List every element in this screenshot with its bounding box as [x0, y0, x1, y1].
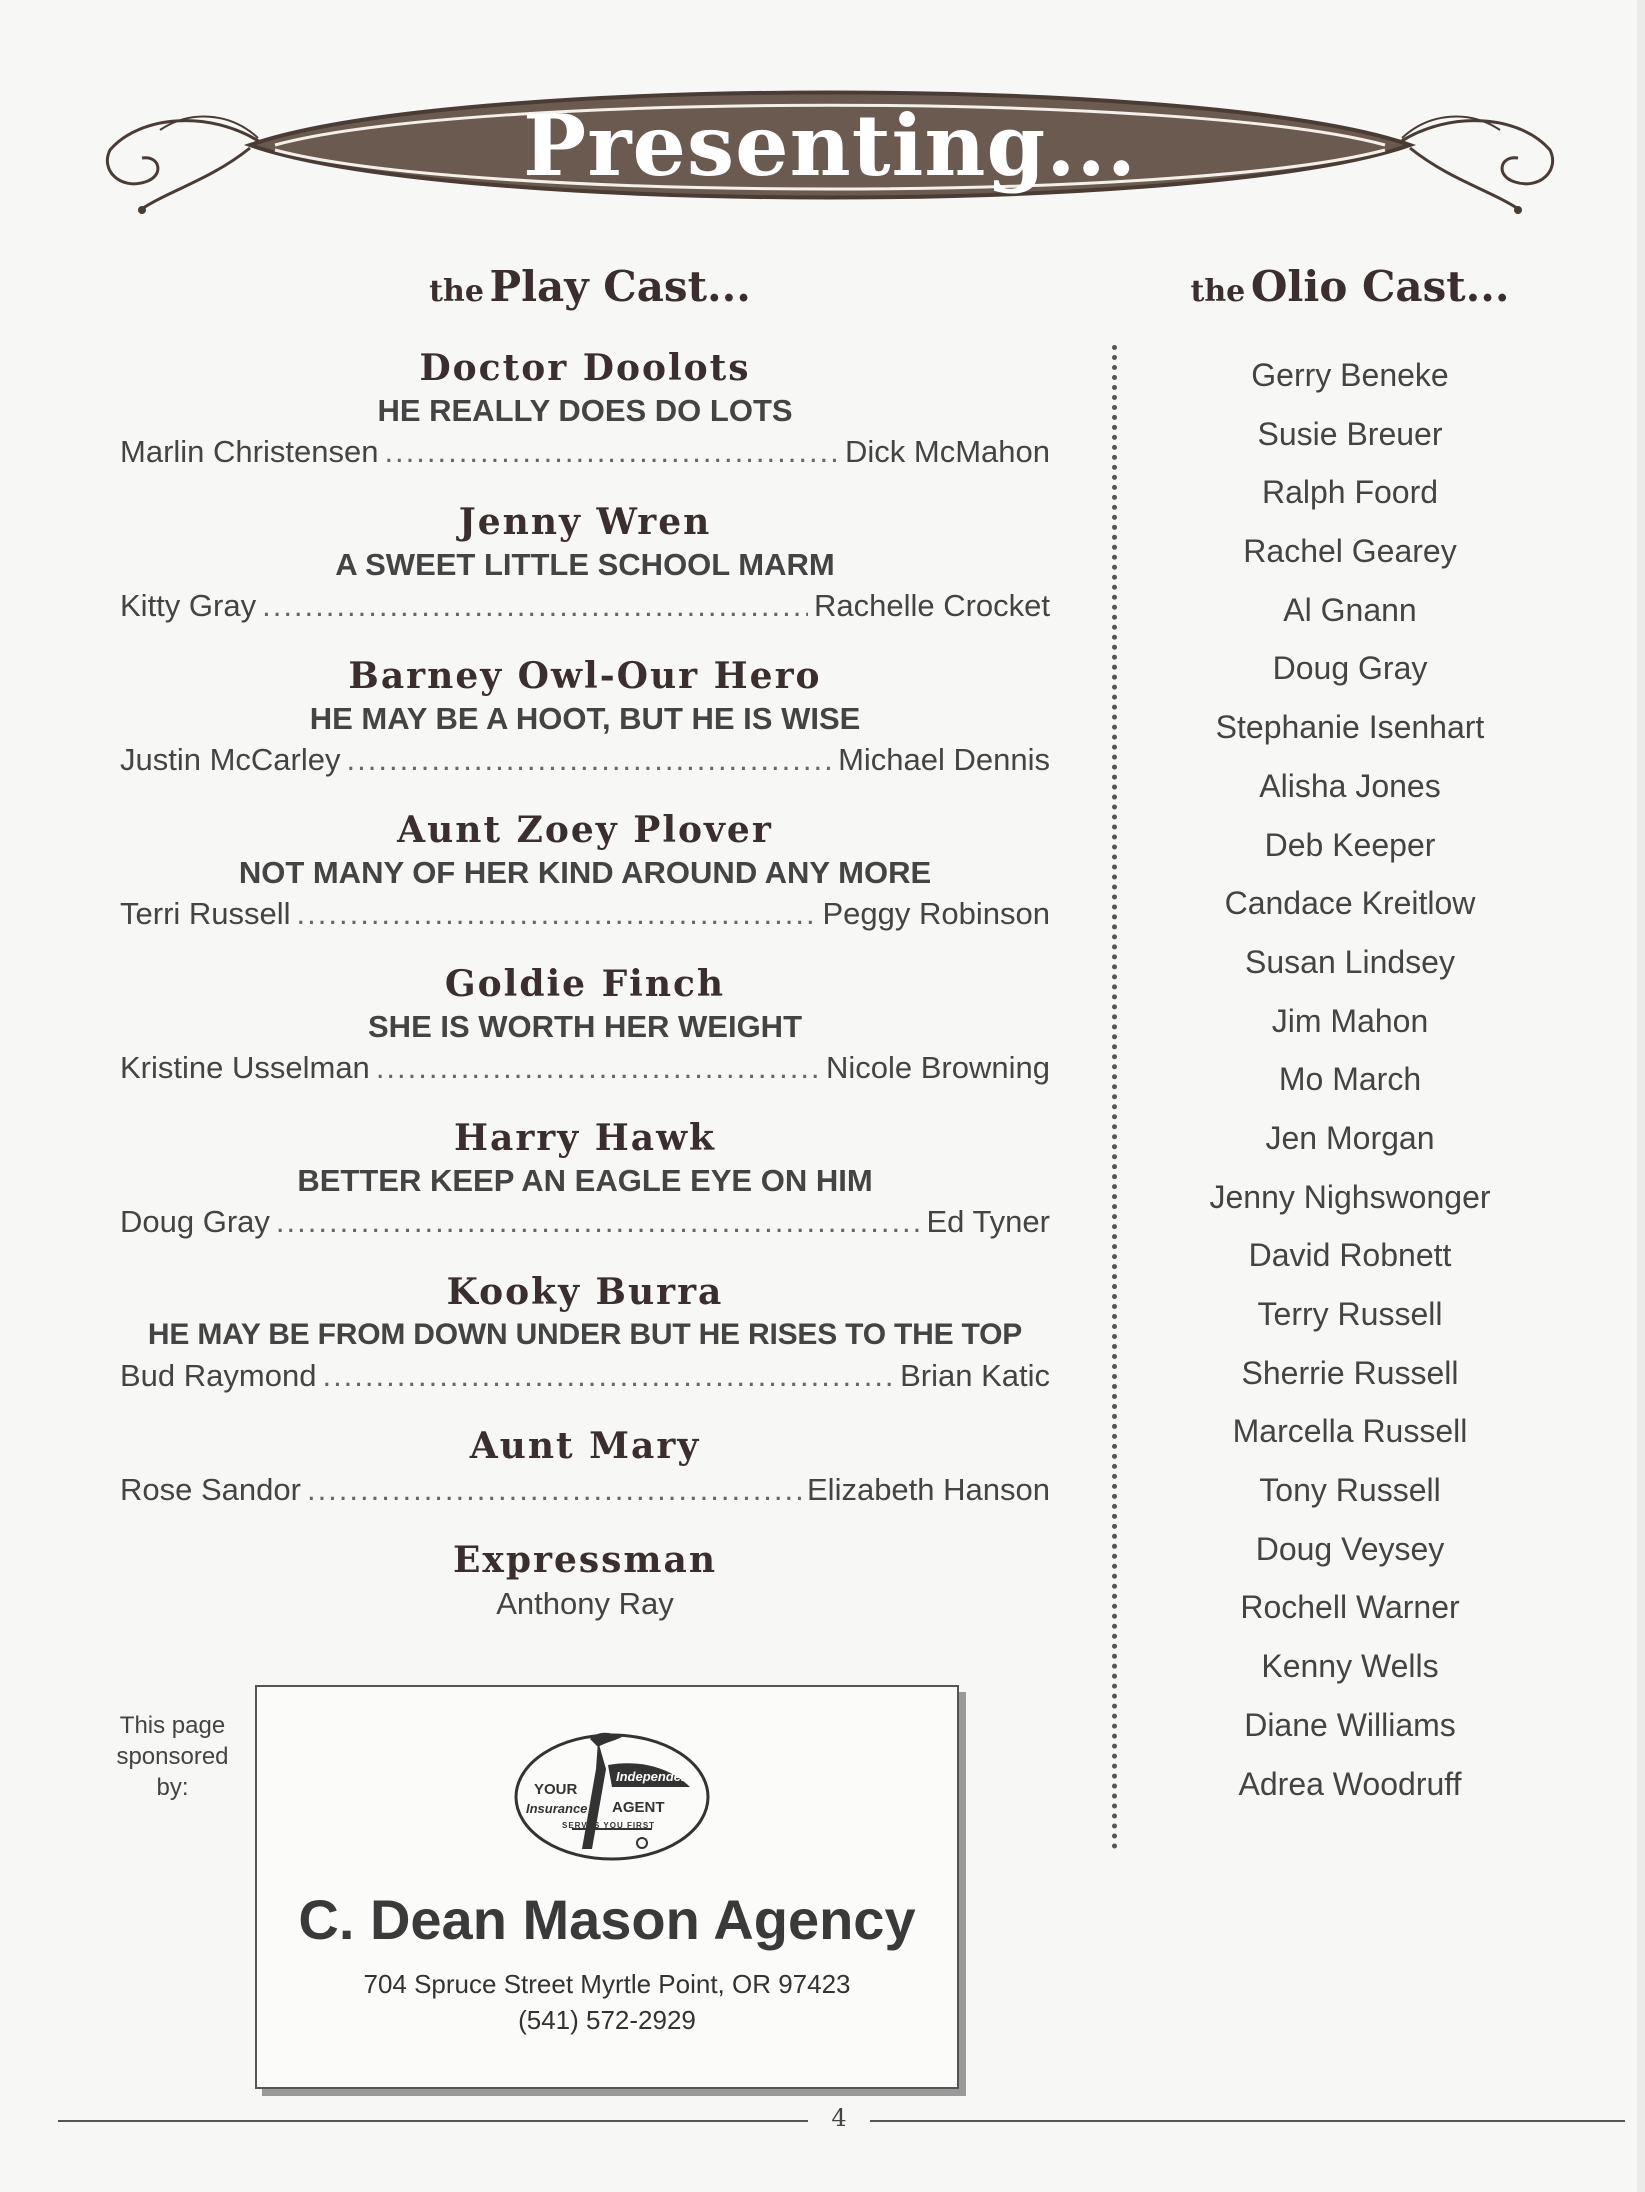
- role-entry: [120, 1423, 1050, 1511]
- actor-name: Nicole Browning: [826, 1050, 1050, 1085]
- play-cast-list: [120, 345, 1050, 1651]
- play-cast-heading: [120, 262, 1060, 311]
- role-description: SHE IS WORTH HER WEIGHT: [368, 1009, 802, 1044]
- role-name: Goldie Finch: [444, 963, 726, 1005]
- actor-line: [120, 431, 1050, 473]
- list-item: Diane Williams: [1244, 1706, 1456, 1743]
- role-description: NOT MANY OF HER KIND AROUND ANY MORE: [238, 855, 932, 890]
- role-name: Harry Hawk: [454, 1117, 716, 1159]
- role-entry: [120, 1115, 1050, 1243]
- play-cast-heading-title: Play Cast...: [489, 262, 751, 311]
- dot-leader: [297, 893, 817, 935]
- insurance-agent-logo: [512, 1729, 712, 1869]
- presenting-banner: [100, 70, 1560, 220]
- column-divider: [1112, 345, 1117, 1850]
- olio-cast-heading-prefix: the: [1190, 274, 1246, 309]
- actor-name: Terri Russell: [120, 896, 291, 931]
- role-description: HE REALLY DOES DO LOTS: [377, 393, 793, 428]
- page-edge-shade: [1637, 0, 1645, 2192]
- list-item: Rachel Gearey: [1243, 533, 1457, 570]
- footer-rule-right: [870, 2120, 1625, 2122]
- role-entry: [120, 1269, 1050, 1397]
- logo-text: Independent: [616, 1769, 694, 1784]
- actor-line: [120, 1355, 1050, 1397]
- actor-line: [120, 1047, 1050, 1089]
- role-description: BETTER KEEP AN EAGLE EYE ON HIM: [297, 1163, 873, 1198]
- role-entry: [120, 807, 1050, 935]
- actor-name: Rose Sandor: [120, 1472, 301, 1507]
- dot-leader: [347, 739, 833, 781]
- list-item: Mo March: [1278, 1061, 1422, 1098]
- actor-line: [120, 1469, 1050, 1511]
- actor-name: Kitty Gray: [120, 588, 257, 623]
- list-item: Marcella Russell: [1232, 1413, 1468, 1450]
- dot-leader: [322, 1355, 894, 1397]
- list-item: Alisha Jones: [1259, 767, 1441, 804]
- list-item: Stephanie Isenhart: [1215, 709, 1485, 746]
- logo-text: SERVES YOU FIRST: [562, 1821, 656, 1830]
- sponsor-ad: [255, 1685, 959, 2089]
- list-item: Rochell Warner: [1240, 1589, 1460, 1626]
- play-cast-heading-prefix: the: [429, 274, 484, 309]
- actor-name: Doug Gray: [120, 1204, 270, 1239]
- dot-leader: [307, 1469, 801, 1511]
- actor-name: Dick McMahon: [845, 434, 1050, 469]
- role-description: A SWEET LITTLE SCHOOL MARM: [335, 547, 835, 582]
- list-item: Tony Russell: [1259, 1472, 1441, 1509]
- role-name: Barney Owl-Our Hero: [348, 655, 822, 697]
- role-entry: [120, 345, 1050, 473]
- actor-line: [120, 1201, 1050, 1243]
- logo-text: Insurance: [526, 1801, 588, 1816]
- list-item: Susan Lindsey: [1245, 943, 1455, 980]
- actor-line: [120, 585, 1050, 627]
- dot-leader: [262, 585, 808, 627]
- role-entry: [120, 499, 1050, 627]
- list-item: Deb Keeper: [1264, 826, 1436, 863]
- role-description: HE MAY BE A HOOT, BUT HE IS WISE: [309, 701, 861, 736]
- sponsor-label: This page sponsored by:: [116, 1712, 229, 1801]
- list-item: Jenny Nighswonger: [1209, 1178, 1491, 1215]
- logo-text: AGENT: [612, 1799, 665, 1816]
- dot-leader: [384, 431, 839, 473]
- actor-line: [120, 739, 1050, 781]
- role-entry: [120, 1537, 1050, 1625]
- actor-name: Justin McCarley: [120, 742, 341, 777]
- list-item: Susie Breuer: [1257, 415, 1443, 452]
- actor-name: Ed Tyner: [926, 1204, 1050, 1239]
- page-number: 4: [831, 2104, 847, 2132]
- dot-leader: [276, 1201, 921, 1243]
- role-name: Aunt Mary: [469, 1425, 701, 1467]
- footer-rule-left: [58, 2120, 808, 2122]
- actor-name: Peggy Robinson: [822, 896, 1050, 931]
- role-name: Doctor Doolots: [419, 347, 751, 389]
- actor-name: Kristine Usselman: [120, 1050, 370, 1085]
- actor-line: [120, 893, 1050, 935]
- company-phone: (541) 572-2929: [518, 2005, 696, 2035]
- list-item: Jen Morgan: [1265, 1119, 1435, 1156]
- list-item: Ralph Foord: [1261, 474, 1439, 511]
- role-name: Aunt Zoey Plover: [397, 809, 773, 851]
- list-item: Adrea Woodruff: [1238, 1765, 1462, 1802]
- list-item: Candace Kreitlow: [1224, 885, 1476, 922]
- actor-name: Elizabeth Hanson: [807, 1472, 1050, 1507]
- role-entry: [120, 653, 1050, 781]
- list-item: David Robnett: [1248, 1237, 1452, 1274]
- role-name: Jenny Wren: [458, 501, 712, 543]
- role-entry: [120, 961, 1050, 1089]
- actor-name: Anthony Ray: [496, 1586, 674, 1621]
- list-item: Doug Veysey: [1255, 1530, 1445, 1567]
- logo-text: YOUR: [534, 1781, 578, 1798]
- list-item: Al Gnann: [1283, 591, 1417, 628]
- role-name: Expressman: [452, 1539, 718, 1581]
- role-name: Kooky Burra: [446, 1271, 724, 1313]
- banner-title: Presenting...: [523, 96, 1137, 195]
- company-address: 704 Spruce Street Myrtle Point, OR 97423: [363, 1969, 851, 1999]
- dot-leader: [376, 1047, 820, 1089]
- list-item: Sherrie Russell: [1241, 1354, 1459, 1391]
- company-name: C. Dean Mason Agency: [298, 1888, 916, 1951]
- list-item: Kenny Wells: [1261, 1648, 1439, 1685]
- actor-name: Michael Dennis: [838, 742, 1050, 777]
- actor-name: Bud Raymond: [120, 1358, 317, 1393]
- list-item: Jim Mahon: [1271, 1002, 1429, 1039]
- actor-name: Marlin Christensen: [120, 434, 379, 469]
- actor-name: Rachelle Crocket: [813, 588, 1050, 623]
- list-item: Doug Gray: [1272, 650, 1428, 687]
- list-item: Terry Russell: [1257, 1296, 1443, 1332]
- role-description: HE MAY BE FROM DOWN UNDER BUT HE RISES TO THE TOP: [147, 1318, 1023, 1351]
- actor-name: Brian Katic: [900, 1358, 1050, 1393]
- olio-cast-heading: [1120, 262, 1580, 311]
- list-item: Gerry Beneke: [1251, 357, 1449, 393]
- olio-cast-heading-title: Olio Cast...: [1250, 262, 1510, 311]
- olio-cast-list: [1170, 350, 1530, 1817]
